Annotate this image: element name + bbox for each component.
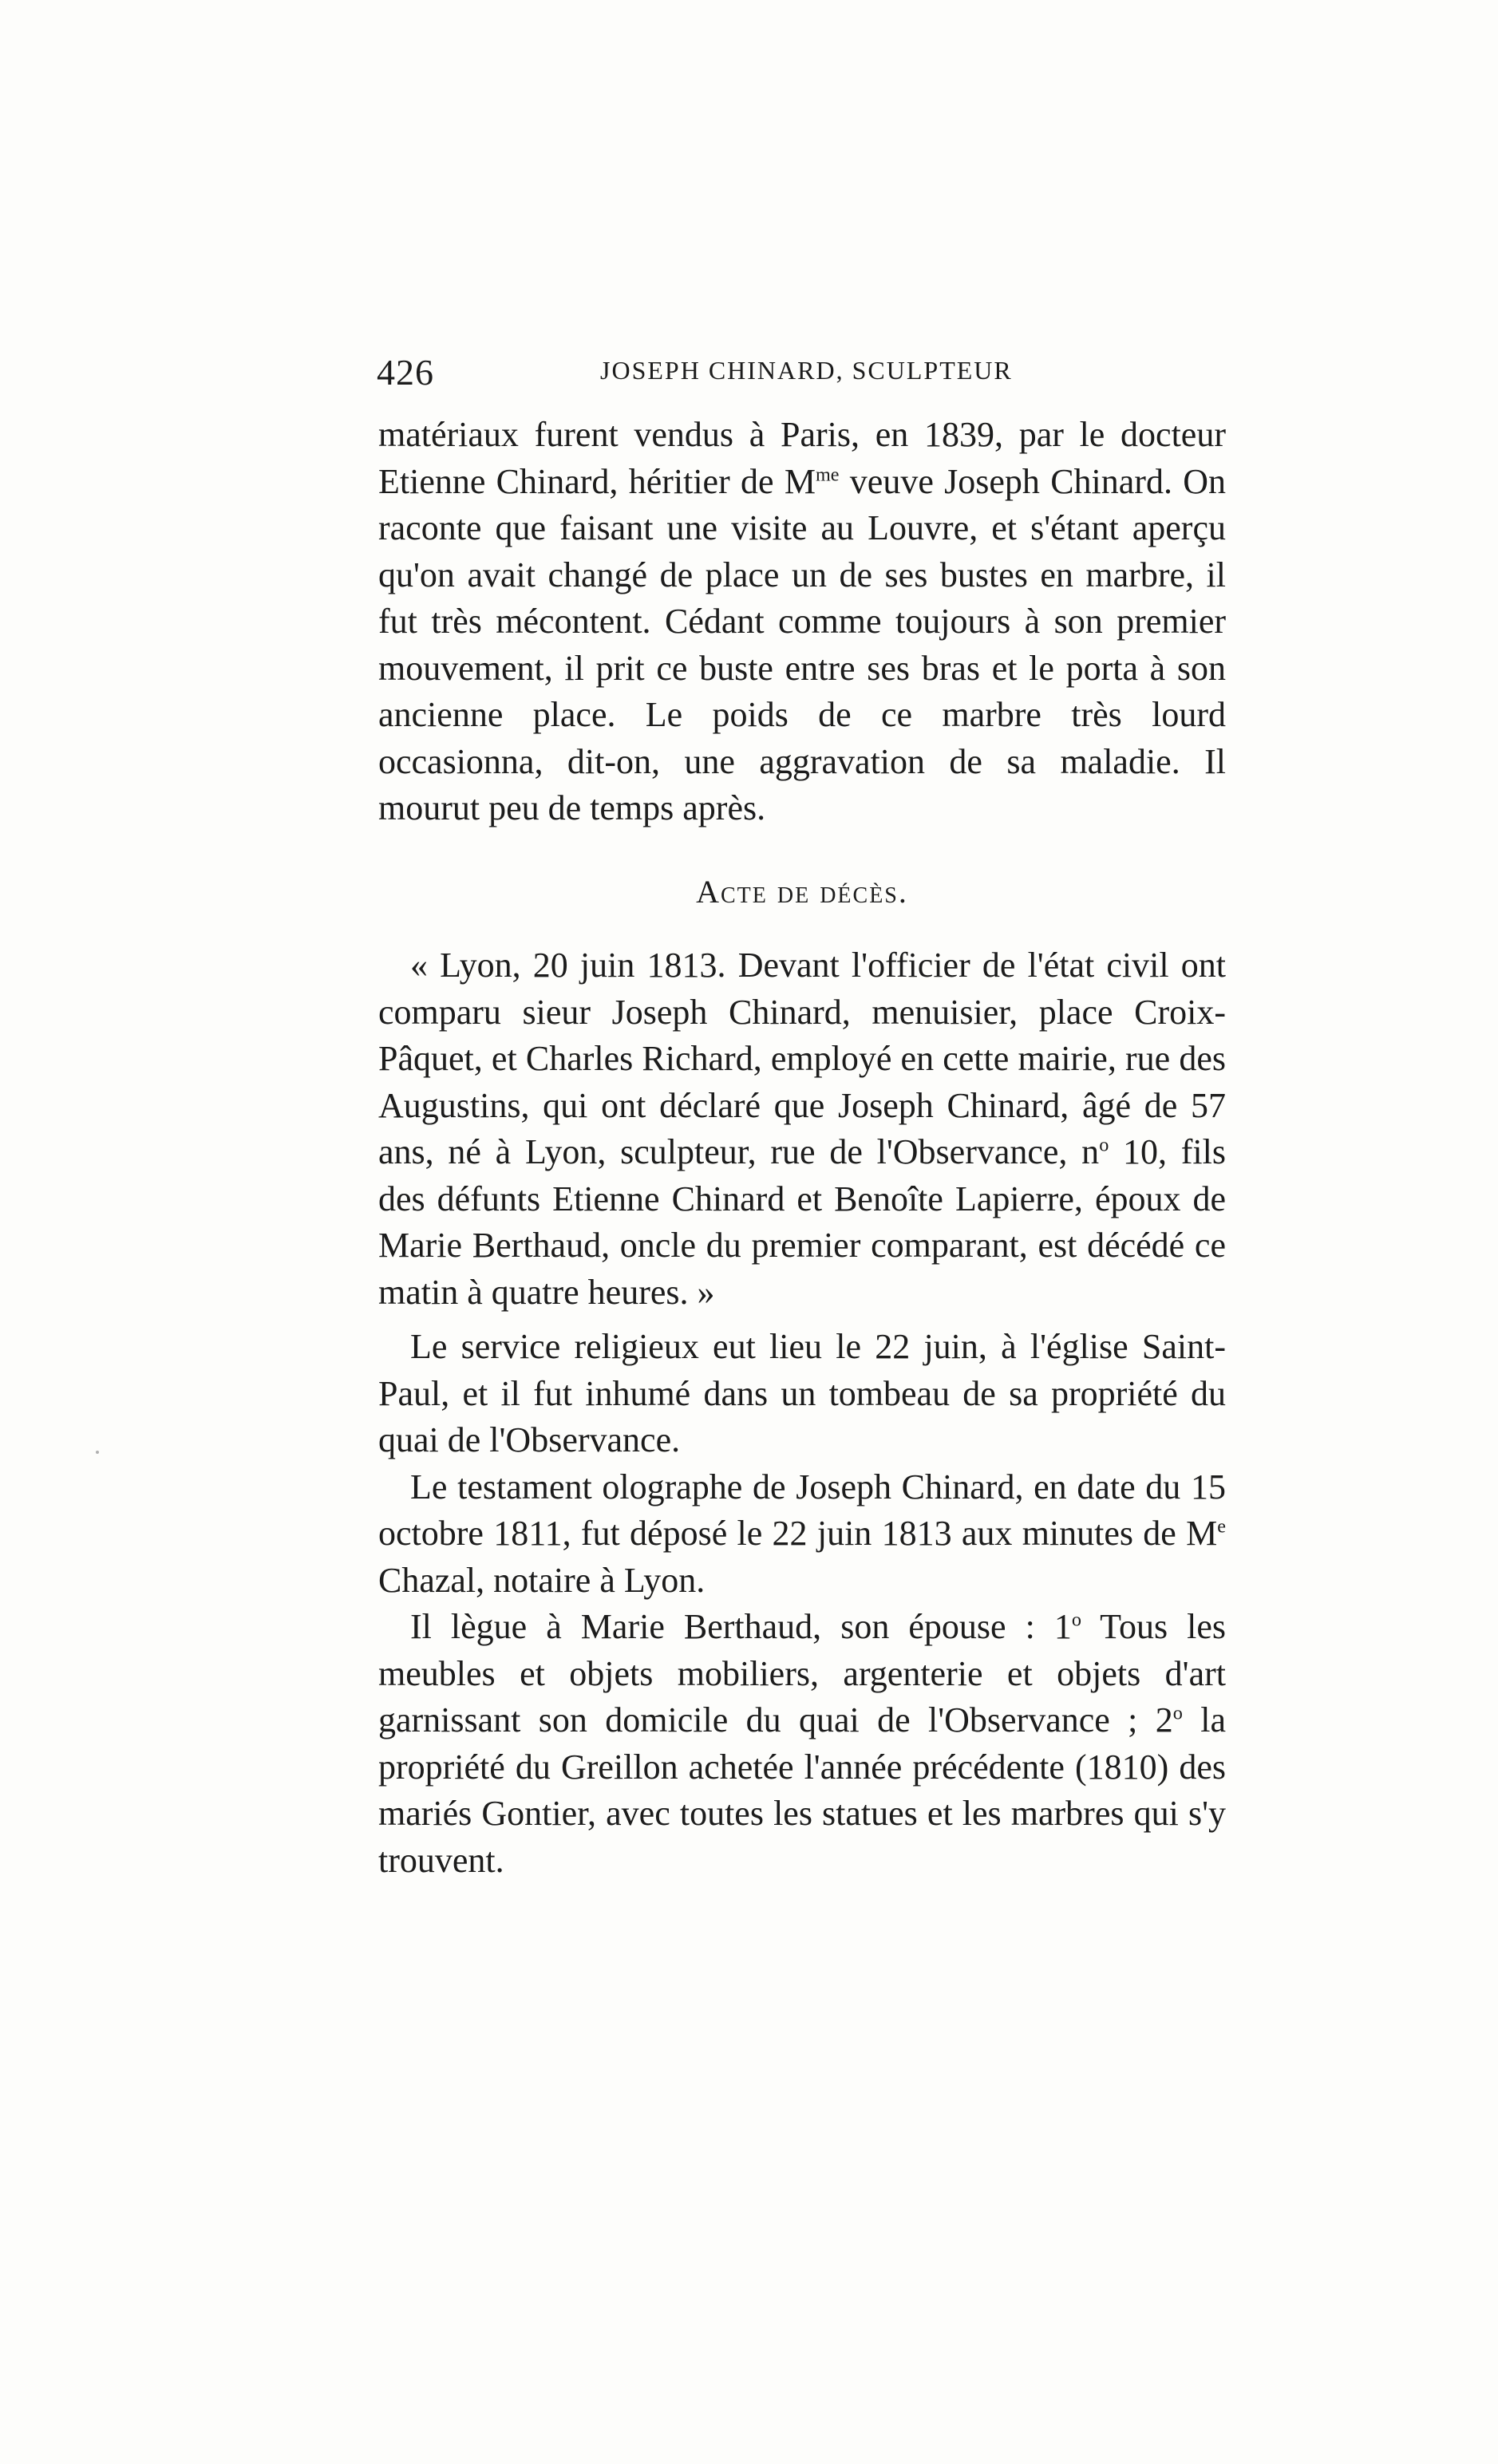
section-heading-death-certificate: Acte de décès. xyxy=(696,873,908,910)
paragraph-text: « Lyon, 20 juin 1813. Devant l'officier de l'état civil ont comparu sieur Joseph Chinard, menuisier, place Croix-Pâquet, et Charles Richard, employé en cette mairie, rue des Augustins, qui ont déclaré que Joseph Chinard, âgé de 57 ans, né à Lyon, sculpteur, rue de l'Observance, n xyxy=(378,946,1226,1171)
page-header xyxy=(377,351,1239,399)
page-number: 426 xyxy=(377,352,434,393)
paragraph-testament xyxy=(378,1464,1226,1605)
paragraph-text: Il lègue à Marie Berthaud, son épouse : 1 xyxy=(410,1607,1072,1646)
paragraph-text: veuve Joseph Chinard. On raconte que faisant une visite au Louvre, et s'étant aperçu qu'on avait changé de place un de ses bustes en marbre, il fut très mécontent. Cédant comme toujours à son premier mouvement, il prit ce buste entre ses bras et le porta à son ancienne place. Le poids de ce marbre très lourd occasionna, dit-on, une aggravation de sa maladie. Il mourut peu de temps après. xyxy=(378,461,1226,827)
paragraph-text: matériaux furent vendus à Paris, en 1839, par le docteur Etienne Chinard, héritier de M xyxy=(378,415,1226,501)
superscript: o xyxy=(1172,1702,1183,1724)
paragraph-text: Tous les meubles et objets mobiliers, argenterie et objets d'art garnissant son domicile du quai de l'Observance ; 2 xyxy=(378,1607,1226,1739)
superscript: me xyxy=(815,463,840,485)
superscript: e xyxy=(1217,1515,1226,1538)
paragraph-text: Le testament olographe de Joseph Chinard, en date du 15 octobre 1811, fut déposé le 22 juin 1813 aux minutes de M xyxy=(378,1467,1226,1553)
paragraph-death-record xyxy=(378,942,1226,1316)
superscript: o xyxy=(1071,1609,1081,1631)
superscript: o xyxy=(1099,1134,1109,1156)
body-text xyxy=(378,412,1226,1884)
paragraph-marble-busts xyxy=(378,412,1226,832)
paragraph-bequest xyxy=(378,1604,1226,1884)
paragraph-funeral: Le service religieux eut lieu le 22 juin, à l'église Saint-Paul, et il fut inhumé dans un tombeau de sa propriété du quai de l'Observance. xyxy=(378,1327,1226,1459)
paragraph-text: Chazal, notaire à Lyon. xyxy=(378,1560,706,1600)
scan-speck xyxy=(96,1451,99,1454)
running-head: JOSEPH CHINARD, SCULPTEUR xyxy=(600,356,1013,385)
paragraph-text: 10, fils des défunts Etienne Chinard et Benoîte Lapierre, époux de Marie Berthaud, oncle du premier comparant, est décédé ce matin à quatre heures. » xyxy=(378,1132,1226,1312)
paragraph-text: la propriété du Greillon achetée l'année précédente (1810) des mariés Gontier, avec toutes les statues et les marbres qui s'y trouvent. xyxy=(378,1700,1226,1880)
